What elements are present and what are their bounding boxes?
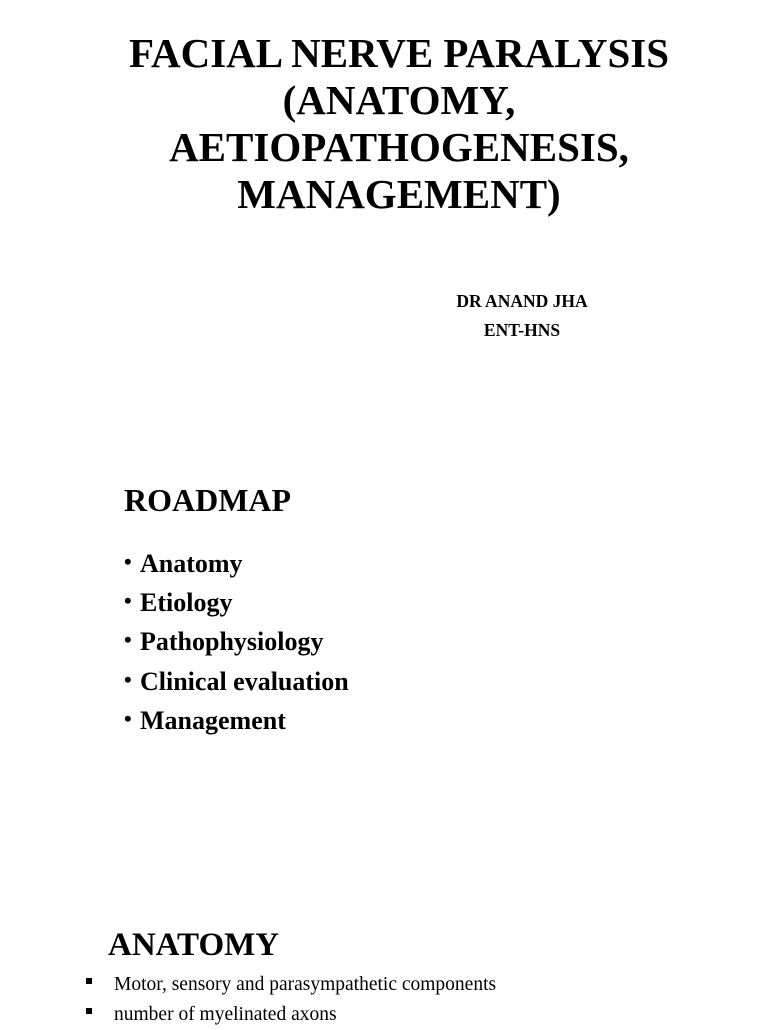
title-line: FACIAL NERVE PARALYSIS bbox=[128, 30, 670, 76]
bullet-icon: • bbox=[124, 666, 132, 692]
title-line: (ANATOMY, bbox=[282, 77, 516, 123]
list-item-label: number of myelinated axons bbox=[114, 1004, 337, 1025]
list-item bbox=[86, 970, 496, 1000]
bullet-icon: • bbox=[124, 627, 132, 653]
square-bullet-icon bbox=[86, 978, 92, 984]
list-item-label: Clinical evaluation bbox=[140, 666, 349, 696]
roadmap-heading: ROADMAP bbox=[124, 482, 292, 518]
bullet-icon: • bbox=[124, 705, 132, 731]
list-item-label: Management bbox=[140, 705, 286, 735]
author-department: ENT-HNS bbox=[483, 320, 561, 340]
author-name: DR ANAND JHA bbox=[456, 291, 588, 311]
title-line: MANAGEMENT) bbox=[237, 171, 561, 217]
bullet-icon: • bbox=[124, 549, 132, 574]
list-item-label: Anatomy bbox=[140, 549, 243, 578]
square-bullet-icon bbox=[86, 1008, 92, 1014]
anatomy-heading: ANATOMY bbox=[108, 927, 280, 963]
title-line: AETIOPATHOGENESIS, bbox=[169, 124, 629, 170]
list-item-label: Etiology bbox=[140, 588, 233, 618]
list-item-label: Pathophysiology bbox=[140, 627, 324, 657]
list-item-label: Motor, sensory and parasympathetic components bbox=[114, 974, 497, 995]
bullet-icon: • bbox=[124, 588, 132, 614]
anatomy-list bbox=[86, 970, 496, 1030]
list-item bbox=[86, 1000, 496, 1030]
